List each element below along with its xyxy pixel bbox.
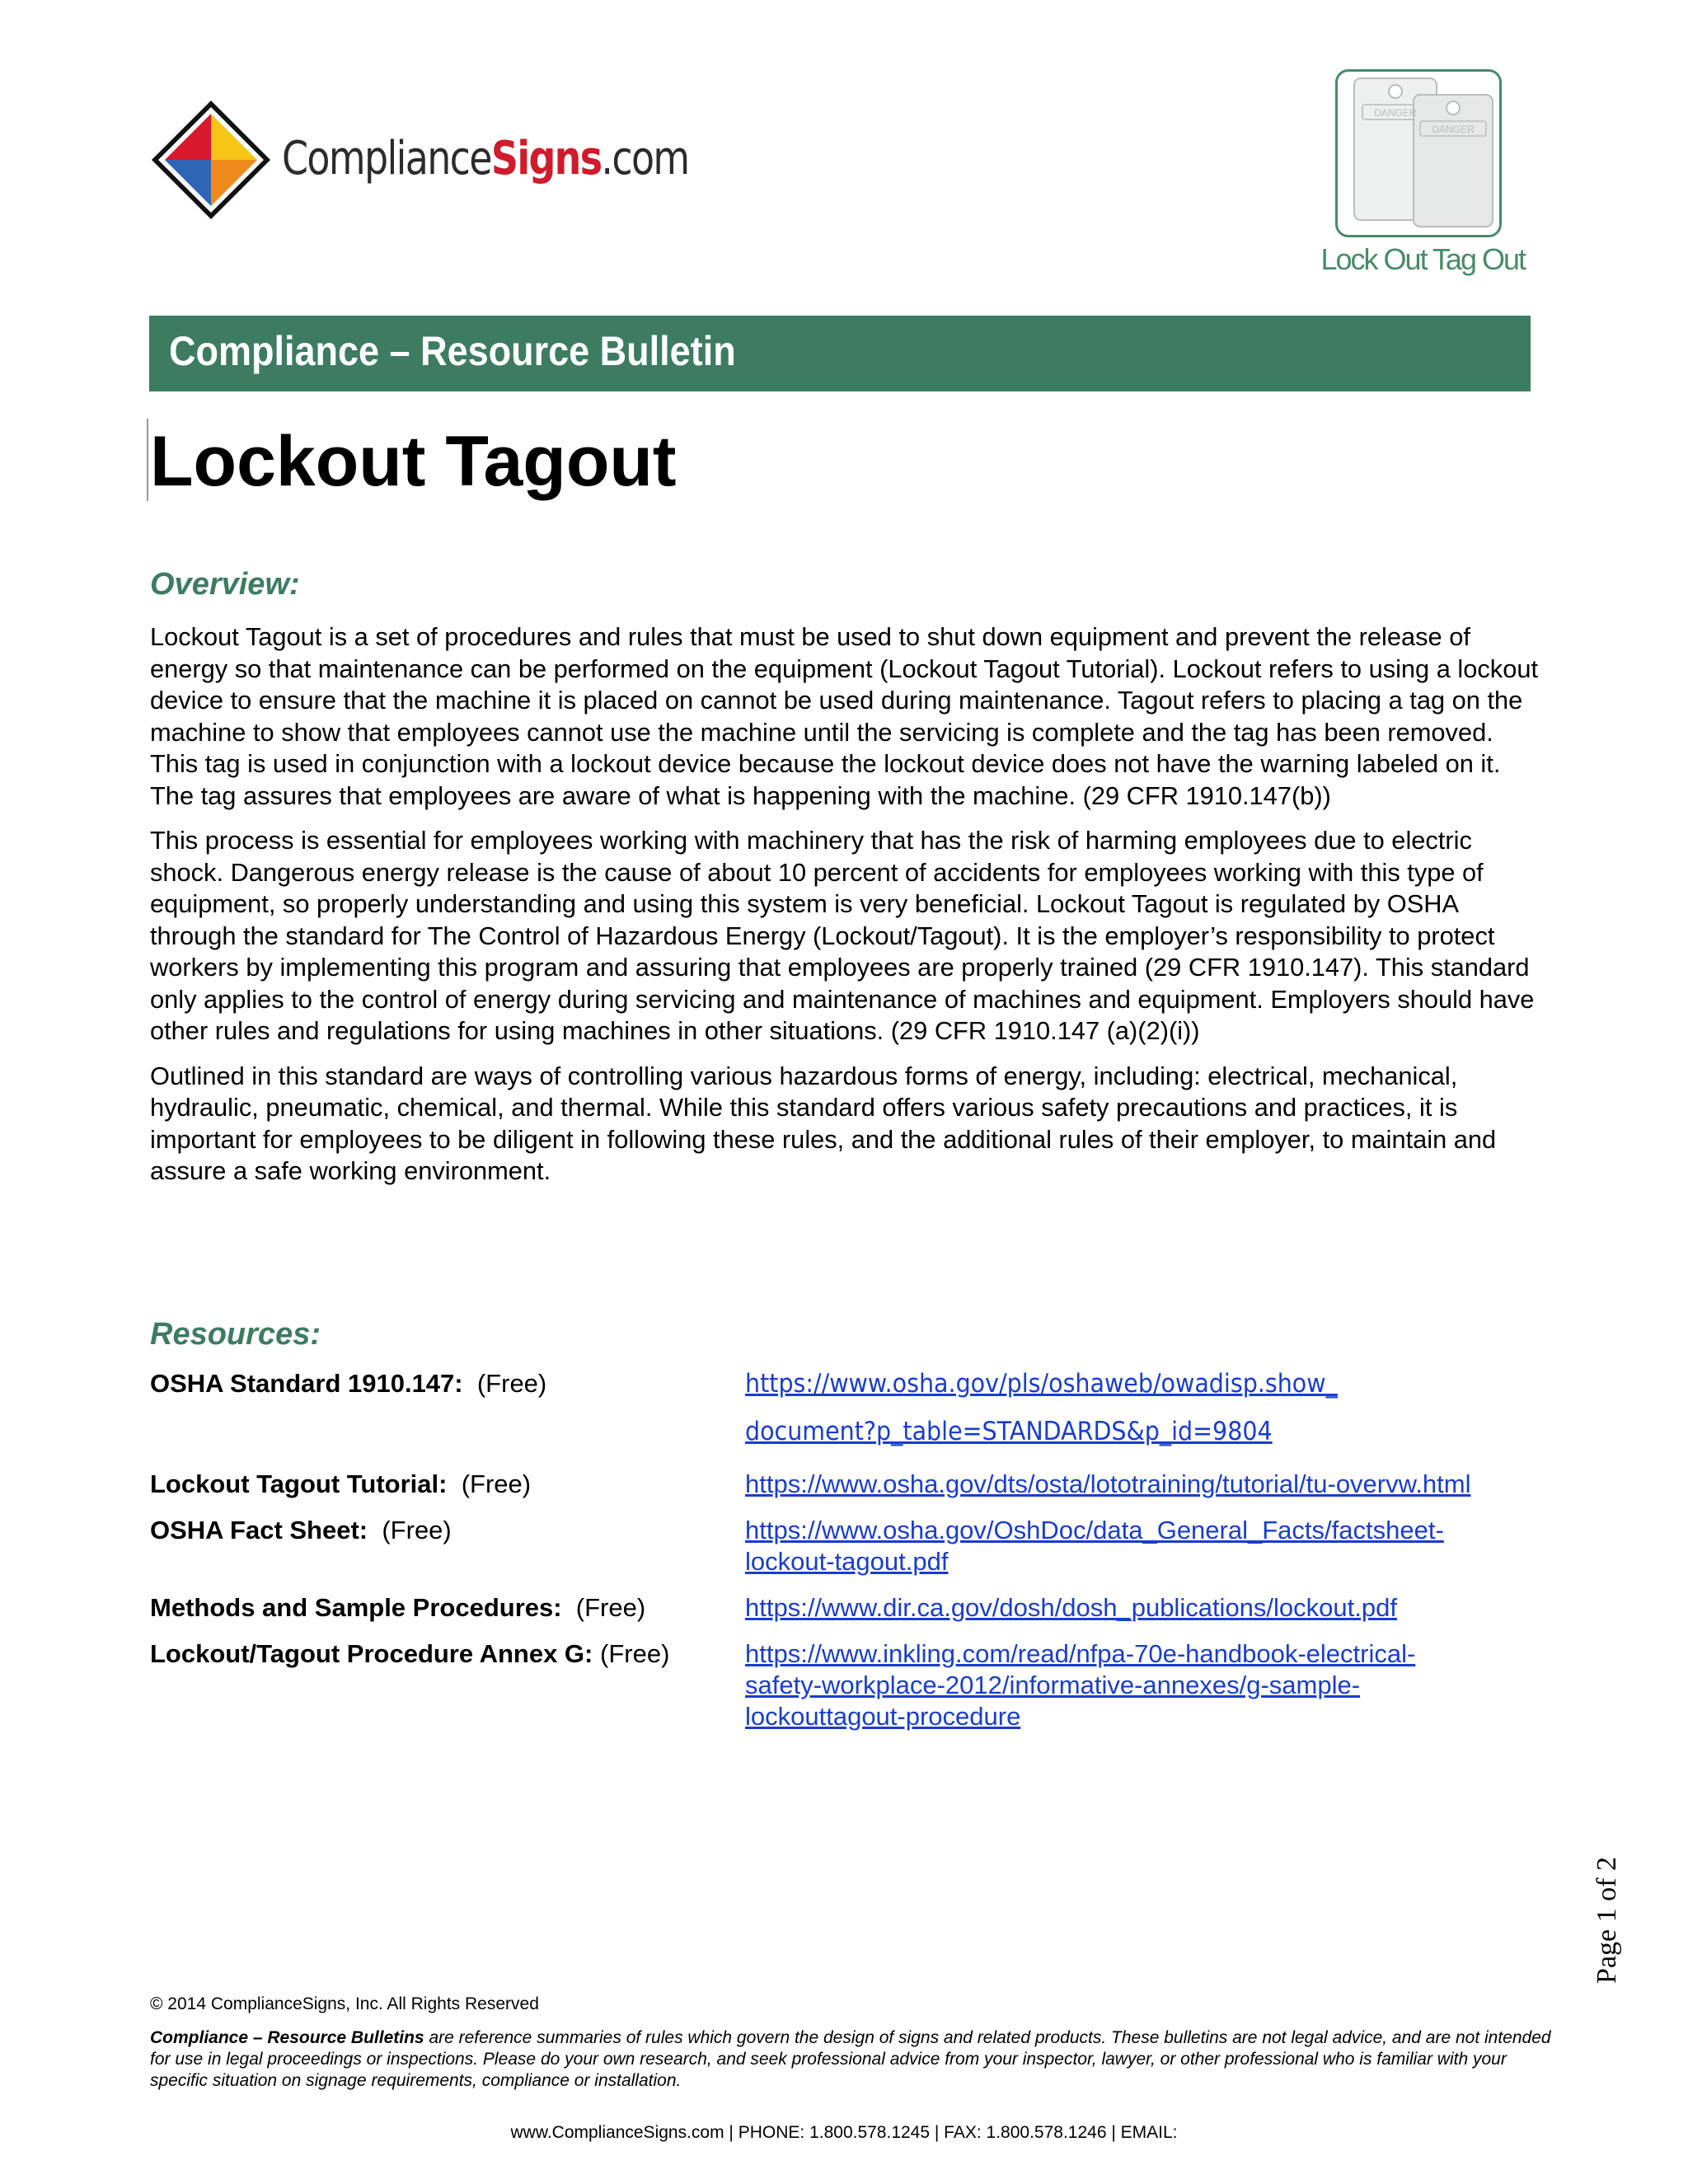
page-number: Page 1 of 2 — [1592, 1857, 1622, 1984]
resource-link[interactable]: https://www.dir.ca.gov/dosh/dosh_publications/lockout.pdf — [745, 1593, 1397, 1622]
resource-link[interactable]: https://www.osha.gov/dts/osta/lototraining/tutorial/tu-overvw.html — [745, 1469, 1471, 1498]
resource-label: Methods and Sample Procedures: (Free) — [150, 1593, 646, 1622]
tag-caption: Lock Out Tag Out — [1320, 242, 1525, 276]
resource-link[interactable]: https://www.inkling.com/read/nfpa-70e-handbook-electrical- — [745, 1639, 1416, 1668]
resource-link[interactable]: lockout-tagout.pdf — [745, 1547, 949, 1576]
overview-paragraph: Lockout Tagout is a set of procedures and rules that must be used to shut down equipment and prevent the release of energy so that maintenance can be performed on the equipment (Lockout Tagout Tutorial). Lockout refers to using a lockout device to ensure that the machine it is placed on cannot be used during maintenance. Tagout refers to placing a tag on the machine to show that employees cannot use the machine until the servicing is complete and the tag has been removed. This tag is used in conjunction with a lockout device because the lockout device does not have the warning labeled on it. The tag assures that employees are aware of what is happening with the machine. (29 CFR 1910.147(b)) — [150, 622, 1539, 810]
resource-link[interactable]: lockouttagout-procedure — [745, 1702, 1021, 1731]
resource-link[interactable]: document?p_table=STANDARDS&p_id=9804 — [745, 1417, 1273, 1446]
resource-label: Lockout/Tagout Procedure Annex G: (Free) — [150, 1639, 670, 1668]
banner-title: Compliance – Resource Bulletin — [169, 328, 736, 374]
resource-link[interactable]: https://www.osha.gov/pls/oshaweb/owadisp.show_ — [745, 1369, 1338, 1399]
footer-contact: www.ComplianceSigns.com | PHONE: 1.800.578.1245 | FAX: 1.800.578.1246 | EMAIL: — [510, 2123, 1178, 2142]
company-logo[interactable] — [148, 97, 689, 223]
svg-text:DANGER: DANGER — [1374, 107, 1417, 119]
svg-text:DANGER: DANGER — [1432, 124, 1475, 135]
overview-paragraph: This process is essential for employees working with machinery that has the risk of harming employees due to electric shock. Dangerous energy release is the cause of about 10 percent of accidents for employees working with this type of equipment, so properly understanding and using this system is very beneficial. Lockout Tagout is regulated by OSHA through the standard for The Control of Hazardous Energy (Lockout/Tagout). It is the employer’s responsibility to protect workers by implementing this program and assuring that employees are properly trained (29 CFR 1910.147). This standard only applies to the control of energy during servicing and maintenance of machines and equipment. Employers should have other rules and regulations for using machines in other situations. (29 CFR 1910.147 (a)(2)(i)) — [150, 826, 1535, 1045]
text-cursor — [147, 419, 148, 501]
page-title: Lockout Tagout — [150, 422, 677, 501]
disclaimer: Compliance – Resource Bulletins are reference summaries of rules which govern the design of signs and related products. These bulletins are not legal advice, and are not intended for use in legal proceedings or inspections. Please do your own research, and seek professional advice from your inspector, lawyer, or other professional who is familiar with your specific situation on signage requirements, compliance or installation. — [150, 2028, 1551, 2090]
diamond-logo-icon — [148, 97, 274, 223]
resources-heading: Resources: — [150, 1317, 321, 1352]
resource-label: OSHA Fact Sheet: (Free) — [150, 1516, 452, 1544]
resource-link[interactable]: safety-workplace-2012/informative-annexes/g-sample- — [745, 1671, 1361, 1699]
bulletin-banner — [149, 316, 1531, 391]
copyright-notice: © 2014 ComplianceSigns, Inc. All Rights Reserved — [150, 1994, 539, 2013]
overview-body — [150, 621, 1543, 1201]
resource-label: Lockout Tagout Tutorial: (Free) — [150, 1469, 532, 1498]
danger-tag-icon — [1338, 72, 1499, 235]
overview-paragraph: Outlined in this standard are ways of controlling various hazardous forms of energy, including: electrical, mechanical, hydraulic, pneumatic, chemical, and thermal. While this standard offers various safety precautions and practices, it is important for employees to be diligent in following these rules, and the additional rules of their employer, to maintain and assure a safe working environment. — [150, 1061, 1497, 1185]
lockout-tag-image — [1335, 69, 1502, 237]
logo-wordmark: ComplianceSigns.com — [282, 132, 689, 185]
overview-heading: Overview: — [150, 567, 300, 602]
resource-link[interactable]: https://www.osha.gov/OshDoc/data_General_Facts/factsheet- — [745, 1516, 1444, 1544]
resource-label: OSHA Standard 1910.147: (Free) — [150, 1369, 547, 1398]
